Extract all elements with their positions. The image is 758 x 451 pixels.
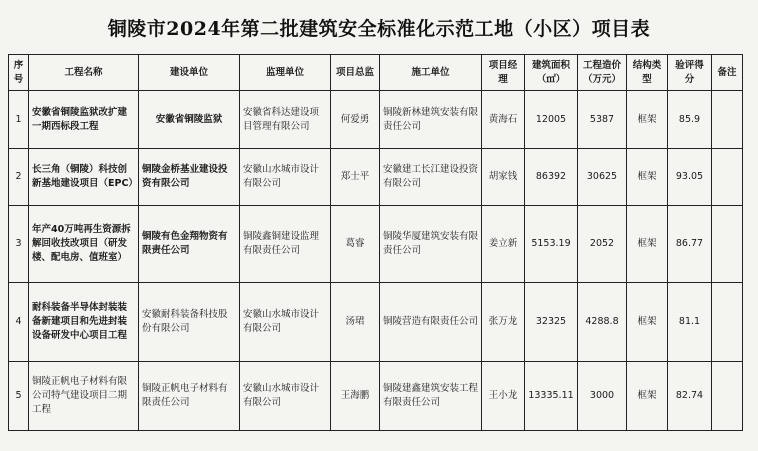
cell-contractor: 铜陵华厦建筑安装有限责任公司 — [380, 206, 482, 283]
cell-score: 82.74 — [668, 362, 712, 431]
cell-manager: 王小龙 — [482, 362, 525, 431]
cell-score: 86.77 — [668, 206, 712, 283]
cell-score: 81.1 — [668, 283, 712, 362]
cell-director: 何爱勇 — [331, 91, 380, 149]
cell-remark — [712, 149, 743, 206]
cell-director: 汤珺 — [331, 283, 380, 362]
cell-manager: 黄海石 — [482, 91, 525, 149]
project-table — [8, 54, 743, 431]
cell-area: 5153.19 — [525, 206, 578, 283]
cell-contractor: 铜陵营造有限责任公司 — [380, 283, 482, 362]
cell-remark — [712, 362, 743, 431]
cell-manager: 姜立新 — [482, 206, 525, 283]
header-contractor: 施工单位 — [380, 55, 482, 91]
cell-no: 4 — [9, 283, 29, 362]
cell-structure: 框架 — [627, 283, 668, 362]
cell-score: 93.05 — [668, 149, 712, 206]
header-supervisor: 监理单位 — [240, 55, 331, 91]
header-builder: 建设单位 — [139, 55, 240, 91]
cell-contractor: 铜陵新林建筑安装有限责任公司 — [380, 91, 482, 149]
header-area: 建筑面积（㎡） — [525, 55, 578, 91]
cell-cost: 30625 — [578, 149, 627, 206]
cell-project-name: 年产40万吨再生资源拆解回收技改项目（研发楼、配电房、值班室） — [29, 206, 139, 283]
cell-manager: 胡家钱 — [482, 149, 525, 206]
table-row — [9, 149, 743, 206]
cell-score: 85.9 — [668, 91, 712, 149]
cell-manager: 张万龙 — [482, 283, 525, 362]
document-title: 铜陵市2024年第二批建筑安全标准化示范工地（小区）项目表 — [107, 18, 651, 40]
cell-no: 2 — [9, 149, 29, 206]
cell-area: 12005 — [525, 91, 578, 149]
header-project-name: 工程名称 — [29, 55, 139, 91]
cell-remark — [712, 206, 743, 283]
cell-supervisor: 安徽山水城市设计有限公司 — [240, 362, 331, 431]
cell-area: 13335.11 — [525, 362, 578, 431]
cell-cost: 2052 — [578, 206, 627, 283]
cell-supervisor: 安徽山水城市设计有限公司 — [240, 283, 331, 362]
cell-area: 86392 — [525, 149, 578, 206]
cell-no: 1 — [9, 91, 29, 149]
header-manager: 项目经理 — [482, 55, 525, 91]
cell-director: 王海鹏 — [331, 362, 380, 431]
cell-structure: 框架 — [627, 206, 668, 283]
header-director: 项目总监 — [331, 55, 380, 91]
cell-remark — [712, 283, 743, 362]
cell-cost: 3000 — [578, 362, 627, 431]
cell-structure: 框架 — [627, 362, 668, 431]
cell-contractor: 铜陵建鑫建筑安装工程有限责任公司 — [380, 362, 482, 431]
cell-director: 郑士平 — [331, 149, 380, 206]
cell-supervisor: 铜陵鑫铜建设监理有限责任公司 — [240, 206, 331, 283]
cell-cost: 4288.8 — [578, 283, 627, 362]
cell-project-name: 铜陵正帆电子材料有限公司特气建设项目二期工程 — [29, 362, 139, 431]
table-row — [9, 283, 743, 362]
header-no: 序号 — [9, 55, 29, 91]
cell-no: 3 — [9, 206, 29, 283]
header-structure: 结构类型 — [627, 55, 668, 91]
cell-remark — [712, 91, 743, 149]
cell-project-name: 长三角（铜陵）科技创新基地建设项目（EPC） — [29, 149, 139, 206]
cell-project-name: 耐科装备半导体封装装备新建项目和先进封装设备研发中心项目工程 — [29, 283, 139, 362]
cell-builder: 铜陵有色金翔物资有限责任公司 — [139, 206, 240, 283]
header-cost: 工程造价（万元） — [578, 55, 627, 91]
cell-structure: 框架 — [627, 149, 668, 206]
cell-contractor: 安徽建工长江建设投资有限公司 — [380, 149, 482, 206]
header-remark: 备注 — [712, 55, 743, 91]
header-score: 验评得分 — [668, 55, 712, 91]
cell-cost: 5387 — [578, 91, 627, 149]
cell-supervisor: 安徽省科达建设项目管理有限公司 — [240, 91, 331, 149]
table-header-row — [9, 55, 743, 91]
cell-area: 32325 — [525, 283, 578, 362]
cell-supervisor: 安徽山水城市设计有限公司 — [240, 149, 331, 206]
cell-no: 5 — [9, 362, 29, 431]
table-row — [9, 362, 743, 431]
cell-structure: 框架 — [627, 91, 668, 149]
table-row — [9, 91, 743, 149]
cell-project-name: 安徽省铜陵监狱改扩建一期西标段工程 — [29, 91, 139, 149]
cell-builder: 铜陵正帆电子材料有限责任公司 — [139, 362, 240, 431]
table-row — [9, 206, 743, 283]
cell-builder: 安徽省铜陵监狱 — [139, 91, 240, 149]
cell-builder: 铜陵金桥基业建设投资有限公司 — [139, 149, 240, 206]
cell-builder: 安徽耐科装备科技股份有限公司 — [139, 283, 240, 362]
cell-director: 葛睿 — [331, 206, 380, 283]
